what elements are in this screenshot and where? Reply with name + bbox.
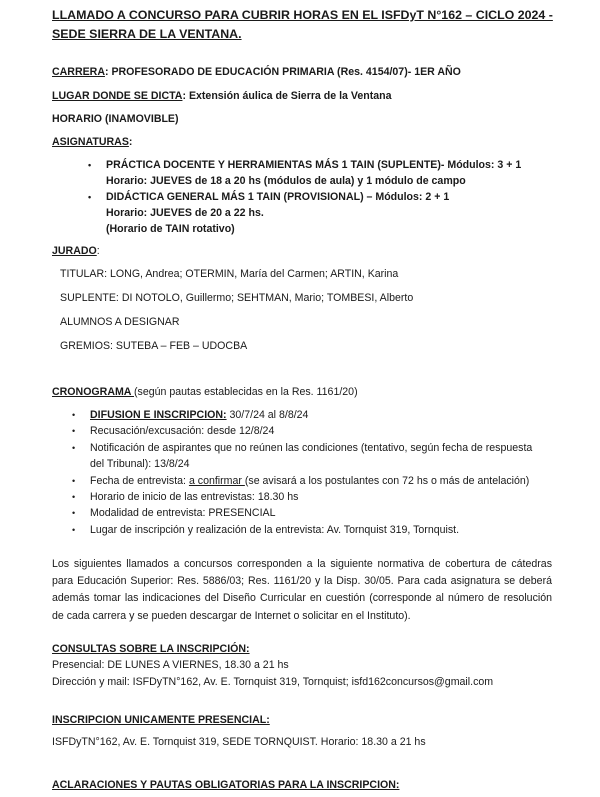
asignatura-1-horario: Horario: JUEVES de 18 a 20 hs (módulos de aula) y 1 módulo de campo bbox=[106, 175, 466, 187]
aclaraciones-heading: ACLARACIONES Y PAUTAS OBLIGATORIAS PARA LA INSCRIPCION: bbox=[52, 779, 400, 791]
list-item bbox=[90, 489, 550, 505]
asignaturas-heading bbox=[52, 136, 132, 148]
lugar-line bbox=[52, 90, 391, 102]
entrevista-confirm: a confirmar bbox=[188, 474, 245, 487]
jurado-titular: TITULAR: LONG, Andrea; OTERMIN, María del Carmen; ARTIN, Karina bbox=[60, 268, 399, 280]
consultas-presencial: Presencial: DE LUNES A VIERNES, 18.30 a 21 hs bbox=[52, 659, 289, 671]
list-item bbox=[90, 473, 550, 489]
cronograma-label: CRONOGRAMA bbox=[52, 386, 134, 398]
asignatura-1-name: • PRÁCTICA DOCENTE Y HERRAMIENTAS MÁS 1 TAIN (SUPLENTE)- Módulos: 3 + 1 bbox=[106, 159, 522, 171]
inscripcion-line: ISFDyTN°162, Av. E. Tornquist 319, SEDE TORNQUIST. Horario: 18.30 a 21 hs bbox=[52, 736, 426, 748]
asignaturas-label: ASIGNATURAS bbox=[52, 136, 129, 148]
jurado-suplente: SUPLENTE: DI NOTOLO, Guillermo; SEHTMAN, Mario; TOMBESI, Alberto bbox=[60, 292, 414, 304]
normativa-paragraph: Los siguientes llamados a concursos corresponden a la siguiente normativa de cobertura de cátedras para Educación Superior: Res. 5886/03; Res. 1161/20 y la Disp. 30/05. Para cada asignatura se deberá además tomar las indicaciones del Diseño Curricular en cuestión (corresponde al número de resolución de cada carrera y se pueden descargar de Internet o solicitar en el Instituto). bbox=[52, 558, 552, 622]
carrera-line bbox=[52, 66, 461, 78]
inscripcion-heading: INSCRIPCION UNICAMENTE PRESENCIAL: bbox=[52, 714, 270, 726]
entrevista-suffix: (se avisará a los postulantes con 72 hs o más de antelación) bbox=[244, 474, 530, 487]
asignatura-2-name: • DIDÁCTICA GENERAL MÁS 1 TAIN (PROVISIONAL) – Módulos: 2 + 1 bbox=[106, 191, 450, 203]
jurado-alumnos: ALUMNOS A DESIGNAR bbox=[60, 316, 180, 328]
list-item bbox=[90, 522, 550, 538]
horario-heading: HORARIO (INAMOVIBLE) bbox=[52, 113, 179, 125]
consultas-direccion: Dirección y mail: ISFDyTN°162, Av. E. Tornquist 319, Tornquist; isfd162concursos@gmail.com bbox=[52, 676, 494, 688]
list-item bbox=[90, 440, 550, 473]
asignatura-2-note: (Horario de TAIN rotativo) bbox=[106, 223, 235, 235]
list-item bbox=[90, 423, 550, 439]
asignatura-2-horario: Horario: JUEVES de 20 a 22 hs. bbox=[106, 207, 264, 219]
consultas-heading: CONSULTAS SOBRE LA INSCRIPCIÓN: bbox=[52, 643, 250, 655]
horario-inicio-text: Horario de inicio de las entrevistas: 18.30 hs bbox=[90, 491, 299, 504]
list-item bbox=[106, 189, 546, 237]
document-title: LLAMADO A CONCURSO PARA CUBRIR HORAS EN EL ISFDyT N°162 – CICLO 2024 - SEDE SIERRA DE LA VENTANA. bbox=[52, 8, 553, 41]
carrera-value: : PROFESORADO DE EDUCACIÓN PRIMARIA (Res. 4154/07)- 1ER AÑO bbox=[104, 66, 461, 78]
difusion-value: 30/7/24 al 8/8/24 bbox=[226, 409, 309, 421]
modalidad-text: Modalidad de entrevista: PRESENCIAL bbox=[90, 507, 276, 520]
asignaturas-colon: : bbox=[128, 136, 133, 148]
cronograma-list bbox=[90, 407, 550, 538]
cronograma-heading bbox=[52, 386, 358, 398]
difusion-label: DIFUSION E INSCRIPCION: bbox=[90, 409, 227, 421]
asignaturas-list bbox=[106, 157, 546, 237]
recusacion-text: Recusación/excusación: desde 12/8/24 bbox=[90, 425, 275, 438]
lugar-label: LUGAR DONDE SE DICTA bbox=[52, 90, 183, 102]
cronograma-note: (según pautas establecidas en la Res. 1161/20) bbox=[134, 386, 358, 398]
list-item bbox=[90, 407, 550, 423]
lugar-value: : Extensión áulica de Sierra de la Ventana bbox=[182, 90, 392, 102]
entrevista-prefix: Fecha de entrevista: bbox=[90, 474, 189, 487]
lugar-inscripcion-text: Lugar de inscripción y realización de la entrevista: Av. Tornquist 319, Tornquist. bbox=[90, 523, 460, 536]
list-item bbox=[90, 505, 550, 521]
list-item bbox=[106, 157, 546, 189]
notificacion-line-2: del Tribunal): 13/8/24 bbox=[90, 458, 190, 471]
jurado-label: JURADO bbox=[52, 245, 97, 257]
notificacion-line-1: • Notificación de aspirantes que no reúnen las condiciones (tentativo, según fecha de respuesta bbox=[90, 441, 533, 454]
carrera-label: CARRERA bbox=[52, 66, 105, 78]
jurado-gremios: GREMIOS: SUTEBA – FEB – UDOCBA bbox=[60, 340, 248, 352]
jurado-colon: : bbox=[96, 245, 100, 257]
jurado-heading bbox=[52, 245, 100, 257]
